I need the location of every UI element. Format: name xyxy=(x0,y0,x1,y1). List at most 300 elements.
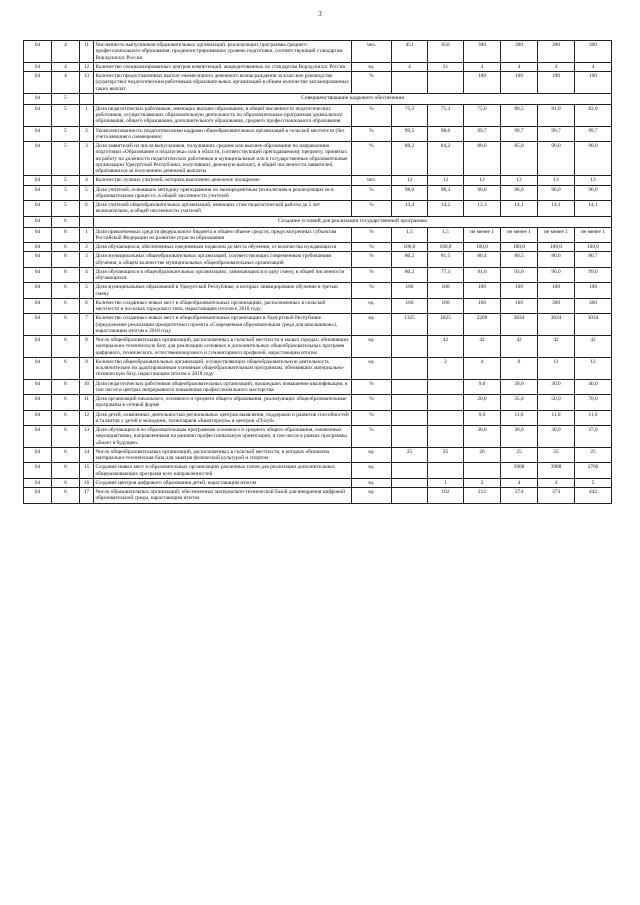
value-cell: 96,0 xyxy=(575,142,612,176)
code-gp: 04 xyxy=(24,395,52,411)
code-gp: 04 xyxy=(24,142,52,176)
value-cell xyxy=(392,357,428,379)
indicator-name: Доля обучающихся, обеспеченных ежедневным подвозом до места обучения, от количества нуждающихся xyxy=(94,243,352,252)
value-cell: 11,0 xyxy=(501,410,538,426)
value-cell: 37,0 xyxy=(575,426,612,448)
value-cell: 4 xyxy=(464,357,501,379)
indicator-name: Доля педагогических работников общеобразовательных организаций, прошедших повышение квалификации, в том числе в центрах непрерывного повышения профессионального мастерства xyxy=(94,379,352,395)
code-pp: 6 xyxy=(52,283,80,299)
value-cell: 13 xyxy=(538,176,575,185)
value-cell: 96,0 xyxy=(464,185,501,201)
value-cell: 360 xyxy=(538,298,575,314)
value-cell: 100,0 xyxy=(428,243,464,252)
value-cell: 14,2 xyxy=(428,201,464,217)
value-cell: 300 xyxy=(575,41,612,63)
code-gp: 04 xyxy=(24,93,52,104)
code-n: 12 xyxy=(80,62,94,71)
code-pp: 5 xyxy=(52,176,80,185)
indicator-name: Доля учителей, освоивших методику преподавания по межпредметным технологиям и реализующих ее в образовательном процессе, в общей численности учителей xyxy=(94,185,352,201)
value-cell: 75,3 xyxy=(428,104,464,126)
value-cell: 12 xyxy=(392,176,428,185)
value-cell: 99,7 xyxy=(501,126,538,142)
code-n: 13 xyxy=(80,72,94,94)
code-n: 6 xyxy=(80,298,94,314)
value-cell: 20,0 xyxy=(464,395,501,411)
code-pp: 6 xyxy=(52,463,80,479)
value-cell: 360 xyxy=(575,298,612,314)
unit-cell: % xyxy=(352,283,392,299)
table-row xyxy=(24,314,612,336)
value-cell: 100 xyxy=(464,72,501,94)
code-n: 8 xyxy=(80,336,94,358)
value-cell: 98,6 xyxy=(428,126,464,142)
value-cell: 30,0 xyxy=(464,426,501,448)
code-gp: 04 xyxy=(24,488,52,504)
code-n: 6 xyxy=(80,201,94,217)
value-cell: 13 xyxy=(464,176,501,185)
value-cell: 80,0 xyxy=(464,142,501,176)
indicator-name: Доля педагогических работников, имеющих высшее образование, в общей численности педагогических работников, осуществляющих образовательную деятельность по образовательным программам дошкольного образования, общего образования, дополнительного образования, среднего профессионального образования xyxy=(94,104,352,126)
value-cell: 80,2 xyxy=(392,267,428,283)
code-pp: 5 xyxy=(52,185,80,201)
value-cell xyxy=(392,410,428,426)
value-cell xyxy=(392,426,428,448)
value-cell: 442 xyxy=(575,488,612,504)
code-gp: 04 xyxy=(24,227,52,243)
code-pp: 6 xyxy=(52,410,80,426)
value-cell: 40,0 xyxy=(575,379,612,395)
value-cell: 160 xyxy=(392,298,428,314)
value-cell: 100 xyxy=(428,283,464,299)
code-n: 11 xyxy=(80,395,94,411)
code-pp: 6 xyxy=(52,357,80,379)
table-row xyxy=(24,104,612,126)
value-cell: 300 xyxy=(538,41,575,63)
table-row xyxy=(24,478,612,487)
code-gp: 04 xyxy=(24,426,52,448)
code-n: 3 xyxy=(80,252,94,268)
code-gp: 04 xyxy=(24,104,52,126)
value-cell: 1325 xyxy=(392,314,428,336)
value-cell xyxy=(392,463,428,479)
code-n: 15 xyxy=(80,463,94,479)
code-gp: 04 xyxy=(24,478,52,487)
value-cell: 100,0 xyxy=(464,243,501,252)
value-cell: 4 xyxy=(538,478,575,487)
value-cell xyxy=(464,463,501,479)
unit-cell: чел. xyxy=(352,176,392,185)
value-cell: 4 xyxy=(538,62,575,71)
code-n: 11 xyxy=(80,41,94,63)
code-pp: 6 xyxy=(52,478,80,487)
indicator-name: Доля привлеченных средств федерального бюджета в общем объеме средств, предусмотренных субъектам Российской Федерации на развитие отрасли образования xyxy=(94,227,352,243)
value-cell: 100 xyxy=(392,283,428,299)
table-row xyxy=(24,72,612,94)
value-cell: 25 xyxy=(575,447,612,463)
code-n: 4 xyxy=(80,267,94,283)
value-cell: 75,3 xyxy=(392,104,428,126)
indicator-name: Доля заявителей из числа выпускников, получивших среднее или высшее образование по направлению подготовки «Образование и педагогика» или в области, соответствующей преподаваемому предмету, принятых на работу на должности педагогических работников в муниципальные или в государственные образовательные организации Удмуртской Республики, получивших денежную выплату, в общей численности заявителей, обратившихся за получением денежной выплаты xyxy=(94,142,352,176)
value-cell xyxy=(392,72,428,94)
code-pp: 6 xyxy=(52,447,80,463)
code-n: 2 xyxy=(80,126,94,142)
table-row xyxy=(24,357,612,379)
value-cell xyxy=(392,478,428,487)
value-cell: 93,0 xyxy=(501,267,538,283)
code-pp: 5 xyxy=(52,93,80,104)
code-pp: 6 xyxy=(52,267,80,283)
code-pp: 5 xyxy=(52,126,80,142)
code-pp: 5 xyxy=(52,201,80,217)
value-cell: 82,0 xyxy=(575,104,612,126)
code-n: 5 xyxy=(80,185,94,201)
indicator-name: Количество специализированных центров компетенций, аккредитованных по стандартам Ворлдскиллс Россия xyxy=(94,62,352,71)
value-cell: 91,0 xyxy=(464,267,501,283)
indicator-name: Доля муниципальных образований в Удмуртской Республике, в которых ликвидировано обучение в третью смену xyxy=(94,283,352,299)
value-cell: 100,0 xyxy=(392,243,428,252)
code-n: 9 xyxy=(80,357,94,379)
code-pp: 6 xyxy=(52,298,80,314)
indicator-name: Укомплектованность педагогическими кадрами общеобразовательных организаций в сельской местности (без учета внешнего совмещения) xyxy=(94,126,352,142)
value-cell: 102 xyxy=(428,488,464,504)
value-cell: 4 xyxy=(501,62,538,71)
unit-cell: % xyxy=(352,185,392,201)
unit-cell: ед. xyxy=(352,478,392,487)
table-row xyxy=(24,62,612,71)
value-cell: 1,5 xyxy=(392,227,428,243)
value-cell: 26 xyxy=(464,447,501,463)
unit-cell: ед. xyxy=(352,463,392,479)
code-gp: 04 xyxy=(24,447,52,463)
code-gp: 04 xyxy=(24,410,52,426)
value-cell: 2209 xyxy=(464,314,501,336)
value-cell: 13 xyxy=(575,176,612,185)
unit-cell: % xyxy=(352,243,392,252)
value-cell: 9,0 xyxy=(464,410,501,426)
code-pp: 6 xyxy=(52,379,80,395)
unit-cell: ед. xyxy=(352,357,392,379)
code-pp: 5 xyxy=(52,104,80,126)
table-row xyxy=(24,395,612,411)
value-cell: не менее 1 xyxy=(464,227,501,243)
value-cell: 3908 xyxy=(538,463,575,479)
code-n: 1 xyxy=(80,227,94,243)
code-pp: 4 xyxy=(52,72,80,94)
code-pp: 4 xyxy=(52,62,80,71)
value-cell xyxy=(392,488,428,504)
indicator-name: Доля организаций начального, основного и среднего общего образования, реализующих общеобразовательные программы в сетевой форме xyxy=(94,395,352,411)
value-cell: 96,0 xyxy=(538,185,575,201)
unit-cell: % xyxy=(352,227,392,243)
value-cell xyxy=(428,463,464,479)
indicator-name: Количество лучших учителей, которым выплачено денежное поощрение xyxy=(94,176,352,185)
value-cell: 6 xyxy=(501,357,538,379)
value-cell: 80,5 xyxy=(501,252,538,268)
value-cell: 100 xyxy=(501,283,538,299)
value-cell: 2766 xyxy=(575,463,612,479)
unit-cell: % xyxy=(352,410,392,426)
code-empty xyxy=(80,93,94,104)
code-n: 7 xyxy=(80,314,94,336)
table-row xyxy=(24,447,612,463)
value-cell: 50,0 xyxy=(538,395,575,411)
value-cell: 4 xyxy=(464,62,501,71)
value-cell: 80,5 xyxy=(501,104,538,126)
value-cell: 98,3 xyxy=(428,185,464,201)
value-cell: 1,5 xyxy=(428,227,464,243)
value-cell: 100 xyxy=(501,72,538,94)
code-n: 16 xyxy=(80,478,94,487)
table-row xyxy=(24,410,612,426)
value-cell: 80,2 xyxy=(392,252,428,268)
table-row xyxy=(24,298,612,314)
code-pp: 6 xyxy=(52,243,80,252)
value-cell: 1 xyxy=(428,478,464,487)
code-n: 14 xyxy=(80,447,94,463)
value-cell: 11 xyxy=(538,357,575,379)
code-pp: 6 xyxy=(52,216,80,227)
code-gp: 04 xyxy=(24,176,52,185)
value-cell: 300 xyxy=(464,41,501,63)
code-gp: 04 xyxy=(24,357,52,379)
value-cell: 100 xyxy=(575,72,612,94)
code-pp: 6 xyxy=(52,395,80,411)
value-cell: 160 xyxy=(501,298,538,314)
code-empty xyxy=(80,216,94,227)
value-cell: 30,0 xyxy=(501,426,538,448)
unit-cell: % xyxy=(352,379,392,395)
code-gp: 04 xyxy=(24,463,52,479)
value-cell: 88,2 xyxy=(392,142,428,176)
value-cell: 99,7 xyxy=(538,126,575,142)
value-cell: 2 xyxy=(464,478,501,487)
value-cell: 212 xyxy=(464,488,501,504)
section-row xyxy=(24,93,612,104)
value-cell: 70,0 xyxy=(575,395,612,411)
code-n: 12 xyxy=(80,410,94,426)
value-cell xyxy=(392,379,428,395)
indicator-name: Количество созданных новых мест в общеобразовательных организациях, расположенных в сельской местности и поселках городского типа, нарастающим итогом к 2018 году xyxy=(94,298,352,314)
value-cell: 98,0 xyxy=(392,185,428,201)
table-row xyxy=(24,126,612,142)
value-cell: 77,3 xyxy=(428,267,464,283)
value-cell: 4 xyxy=(501,478,538,487)
value-cell: 274 xyxy=(501,488,538,504)
value-cell: 13 xyxy=(501,176,538,185)
value-cell: 90,0 xyxy=(538,142,575,176)
table-row xyxy=(24,201,612,217)
unit-cell: % xyxy=(352,252,392,268)
code-gp: 04 xyxy=(24,243,52,252)
value-cell xyxy=(428,426,464,448)
unit-cell: % xyxy=(352,201,392,217)
indicator-name: Доля детей, охваченных деятельностью региональных центров выявления, поддержки и развития способностей и талантов у детей и молодежи, технопарков «Кванториум» и центров «IT-куб» xyxy=(94,410,352,426)
value-cell: 25 xyxy=(428,447,464,463)
code-n: 10 xyxy=(80,379,94,395)
value-cell: 160 xyxy=(464,298,501,314)
indicator-name: Доля учителей общеобразовательных организаций, имеющих стаж педагогической работы до 5 лет включительно, в общей численности учителей xyxy=(94,201,352,217)
unit-cell: % xyxy=(352,126,392,142)
code-pp: 6 xyxy=(52,488,80,504)
section-row xyxy=(24,216,612,227)
table-row xyxy=(24,41,612,63)
value-cell: 3034 xyxy=(538,314,575,336)
value-cell: 11,0 xyxy=(538,410,575,426)
code-gp: 04 xyxy=(24,336,52,358)
code-pp: 6 xyxy=(52,336,80,358)
indicators-table xyxy=(23,40,612,504)
value-cell: не менее 1 xyxy=(575,227,612,243)
value-cell: 30,0 xyxy=(538,379,575,395)
value-cell: 96,0 xyxy=(538,267,575,283)
code-gp: 04 xyxy=(24,216,52,227)
unit-cell: ед. xyxy=(352,447,392,463)
value-cell: 96,0 xyxy=(575,185,612,201)
value-cell: 99,7 xyxy=(464,126,501,142)
value-cell xyxy=(392,395,428,411)
code-n: 17 xyxy=(80,488,94,504)
code-pp: 6 xyxy=(52,252,80,268)
code-gp: 04 xyxy=(24,62,52,71)
table-row xyxy=(24,426,612,448)
code-pp: 4 xyxy=(52,41,80,63)
table-row xyxy=(24,142,612,176)
unit-cell: % xyxy=(352,426,392,448)
indicator-name: Число общеобразовательных организаций, расположенных в сельской местности и малых городах, обновивших материально-техническую базу для реализации основных и дополнительных общеобразовательных программ цифрового, технического, естественнонаучного и гуманитарного профилей, нарастающим итогом xyxy=(94,336,352,358)
code-n: 5 xyxy=(80,283,94,299)
value-cell: 650 xyxy=(428,41,464,63)
unit-cell: % xyxy=(352,72,392,94)
value-cell: 14,1 xyxy=(538,201,575,217)
value-cell xyxy=(392,336,428,358)
indicator-name: Доля обучающихся в общеобразовательных организациях, занимающихся в одну смену, в общей численности обучающихся xyxy=(94,267,352,283)
value-cell: 81,5 xyxy=(428,252,464,268)
indicator-name: Доля муниципальных общеобразовательных организаций, соответствующих современным требованиям обучения, в общем количестве муниципальных общеобразовательных организаций xyxy=(94,252,352,268)
code-gp: 04 xyxy=(24,267,52,283)
value-cell: 80,6 xyxy=(538,252,575,268)
value-cell: 100,0 xyxy=(575,243,612,252)
unit-cell: ед. xyxy=(352,314,392,336)
value-cell: 100 xyxy=(464,283,501,299)
value-cell: 42 xyxy=(575,336,612,358)
code-gp: 04 xyxy=(24,126,52,142)
value-cell: 42 xyxy=(464,336,501,358)
value-cell: 451 xyxy=(392,41,428,63)
page-number: 3 xyxy=(318,10,322,18)
indicator-name: Численность выпускников образовательных организаций, реализующих программы среднего профессионального образования, продемонстрировавших уровень подготовки, соответствующий стандартам Ворлдскиллс Россия xyxy=(94,41,352,63)
value-cell: 42 xyxy=(538,336,575,358)
code-gp: 04 xyxy=(24,283,52,299)
unit-cell: % xyxy=(352,395,392,411)
value-cell xyxy=(428,379,464,395)
value-cell: 85,0 xyxy=(501,142,538,176)
value-cell: 42 xyxy=(428,336,464,358)
value-cell: 81,0 xyxy=(538,104,575,126)
code-n: 3 xyxy=(80,142,94,176)
unit-cell: ед. xyxy=(352,62,392,71)
value-cell: 100,0 xyxy=(501,243,538,252)
code-pp: 6 xyxy=(52,426,80,448)
value-cell: 13,3 xyxy=(464,201,501,217)
value-cell: 300 xyxy=(501,41,538,63)
value-cell: не менее 1 xyxy=(538,227,575,243)
value-cell: 21 xyxy=(428,62,464,71)
value-cell: 25 xyxy=(392,447,428,463)
table-row xyxy=(24,185,612,201)
table-row xyxy=(24,176,612,185)
indicator-name: Количество предоставленных выплат ежемесячного денежного вознаграждения за классное руководство (кураторство) педагогическим работникам образовательных организаций в общем количестве запланированных таких выплат xyxy=(94,72,352,94)
indicator-name: Число образовательных организаций, обеспеченных материально-технической базой для внедрения цифровой образовательной среды, нарастающим итогом xyxy=(94,488,352,504)
value-cell: 20,0 xyxy=(501,379,538,395)
value-cell: 3908 xyxy=(501,463,538,479)
table-row xyxy=(24,243,612,252)
unit-cell: % xyxy=(352,142,392,176)
value-cell: 9,0 xyxy=(464,379,501,395)
value-cell: 84,2 xyxy=(428,142,464,176)
value-cell: 96,0 xyxy=(501,185,538,201)
code-gp: 04 xyxy=(24,185,52,201)
value-cell: 35,0 xyxy=(501,395,538,411)
value-cell: 25 xyxy=(538,447,575,463)
value-cell: 14,1 xyxy=(501,201,538,217)
value-cell: 3034 xyxy=(501,314,538,336)
table-row xyxy=(24,336,612,358)
value-cell: 42 xyxy=(501,336,538,358)
code-gp: 04 xyxy=(24,201,52,217)
code-n: 13 xyxy=(80,426,94,448)
value-cell: 2 xyxy=(428,357,464,379)
value-cell: 5 xyxy=(575,478,612,487)
indicator-name: Количество общеобразовательных организаций, осуществляющих общеобразовательную деятельность исключительно по адаптированным основным общеобразовательным программам, обновивших материально-техническую базу, нарастающим итогом к 2018 году xyxy=(94,357,352,379)
value-cell: 99,0 xyxy=(575,267,612,283)
code-n: 2 xyxy=(80,243,94,252)
value-cell: 30,0 xyxy=(538,426,575,448)
value-cell: 99,7 xyxy=(575,126,612,142)
value-cell: 25 xyxy=(501,447,538,463)
value-cell xyxy=(428,410,464,426)
value-cell: 80,4 xyxy=(464,252,501,268)
code-gp: 04 xyxy=(24,41,52,63)
indicator-name: Создание центров цифрового образования детей, нарастающим итогом xyxy=(94,478,352,487)
value-cell: 12 xyxy=(428,176,464,185)
unit-cell: % xyxy=(352,267,392,283)
table-row xyxy=(24,252,612,268)
unit-cell: ед. xyxy=(352,298,392,314)
value-cell: 80,7 xyxy=(575,252,612,268)
value-cell xyxy=(428,395,464,411)
code-gp: 04 xyxy=(24,72,52,94)
value-cell: 4 xyxy=(392,62,428,71)
indicator-name: Количество созданных новых мест в общеобразовательных организациях в Удмуртской Республике (предложение реализации приоритетного проекта «Современная образовательная среда для школьников»), нарастающим итогом к 2018 году xyxy=(94,314,352,336)
value-cell: 11,0 xyxy=(575,410,612,426)
value-cell: 14,1 xyxy=(575,201,612,217)
value-cell: 75,0 xyxy=(464,104,501,126)
indicator-name: Число общеобразовательных организаций, расположенных в сельской местности, в которых обновлена материально-техническая база для занятия физической культурой и спортом xyxy=(94,447,352,463)
code-n: 1 xyxy=(80,104,94,126)
value-cell: 374 xyxy=(538,488,575,504)
code-pp: 5 xyxy=(52,142,80,176)
table-row xyxy=(24,488,612,504)
unit-cell: ед. xyxy=(352,488,392,504)
value-cell: 100 xyxy=(538,283,575,299)
code-pp: 6 xyxy=(52,227,80,243)
value-cell xyxy=(428,72,464,94)
value-cell: 160 xyxy=(428,298,464,314)
unit-cell: ед. xyxy=(352,336,392,358)
value-cell: 99,5 xyxy=(392,126,428,142)
table-row xyxy=(24,267,612,283)
code-gp: 04 xyxy=(24,252,52,268)
